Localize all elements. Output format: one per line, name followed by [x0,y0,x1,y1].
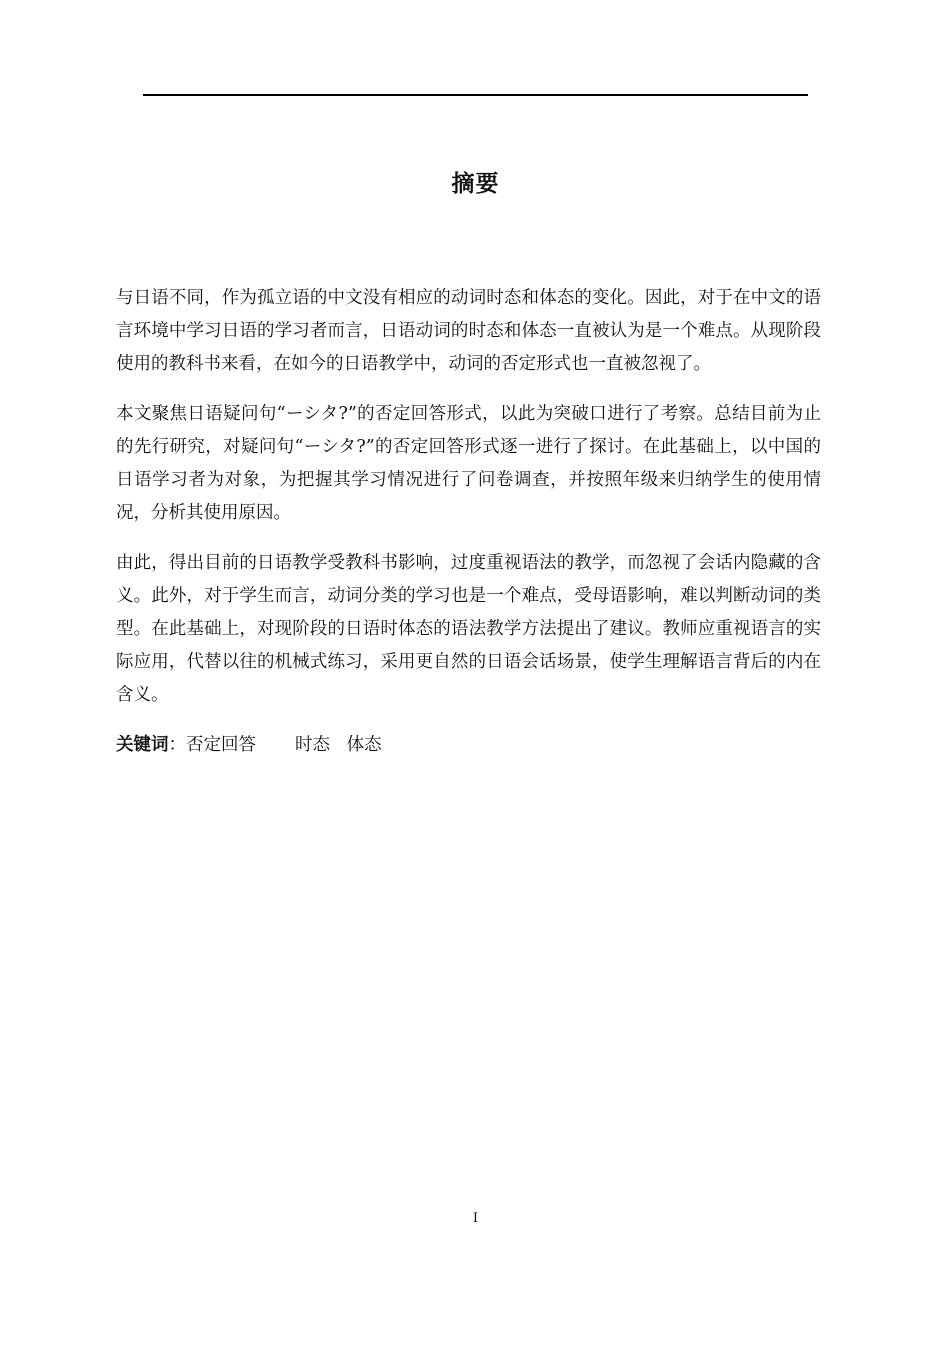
keywords-line [116,729,821,762]
keyword-item: 体态 [346,735,382,755]
header-rule [143,94,808,96]
abstract-body [116,282,821,762]
keywords-label: 关键词 [116,735,169,755]
page-number: I [472,1211,479,1226]
keyword-item: 否定回答 [186,735,256,755]
keywords-separator: ： [168,735,186,755]
abstract-title: 摘要 [451,171,500,197]
abstract-paragraph-3: 由此，得出目前的日语教学受教科书影响，过度重视语法的教学，而忽视了会话内隐藏的含义。此外，对于学生而言，动词分类的学习也是一个难点，受母语影响，难以判断动词的类型。在此基础上，对现阶段的日语时体态的语法教学方法提出了建议。教师应重视语言的实际应用，代替以往的机械式练习，采用更自然的日语会话场景，使学生理解语言背后的内在含义。 [116,553,821,705]
abstract-paragraph-1: 与日语不同，作为孤立语的中文没有相应的动词时态和体态的变化。因此，对于在中文的语言环境中学习日语的学习者而言，日语动词的时态和体态一直被认为是一个难点。从现阶段使用的教科书来看，在如今的日语教学中，动词的否定形式也一直被忽视了。 [116,288,821,374]
keyword-item: 时态 [294,735,330,755]
abstract-paragraph-2: 本文聚焦日语疑问句“ーシタ?”的否定回答形式，以此为突破口进行了考察。总结目前为止的先行研究，对疑问句“ーシタ?”的否定回答形式逐一进行了探讨。在此基础上，以中国的日语学习者为对象，为把握其学习情况进行了问卷调查，并按照年级来归纳学生的使用情况，分析其使用原因。 [116,404,821,523]
